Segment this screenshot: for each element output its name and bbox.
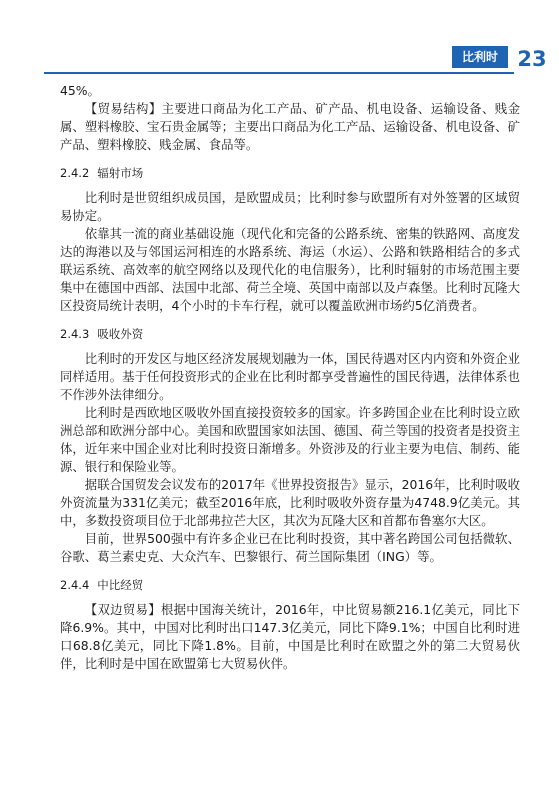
paragraph: 据联合国贸发会议发布的2017年《世界投资报告》显示，2016年，比利时吸收外资流量为331亿美元；截至2016年底，比利时吸收外资存量为4748.9亿美元。其中，多数投资项目位于北部弗拉芒大区，其次为瓦隆大区和首都布鲁塞尔大区。 [60, 477, 520, 528]
section-heading-2-4-2 [60, 165, 520, 181]
section-title: 中比经贸 [97, 578, 144, 592]
paragraph: 45%。 [60, 83, 100, 98]
section-heading-2-4-3 [60, 326, 520, 342]
header-rule [44, 72, 514, 74]
paragraph: 目前，世界500强中有许多企业已在比利时投资，其中著名跨国公司包括微软、谷歌、葛兰素史克、大众汽车、巴黎银行、荷兰国际集团（ING）等。 [60, 531, 520, 564]
section-title: 吸收外资 [97, 327, 144, 341]
paragraph: 比利时是世贸组织成员国，是欧盟成员；比利时参与欧盟所有对外签署的区域贸易协定。 [60, 190, 520, 223]
paragraph: 【双边贸易】根据中国海关统计，2016年，中比贸易额216.1亿美元，同比下降6.9%。其中，中国对比利时出口147.3亿美元，同比下降9.1%；中国自比利时进口68.8亿美元，同比下降1.8%。目前，中国是比利时在欧盟之外的第二大贸易伙伴，比利时是中国在欧盟第七大贸易伙伴。 [60, 602, 520, 671]
page-number: 23 [517, 47, 547, 71]
section-title: 辐射市场 [97, 166, 144, 180]
section-heading-2-4-4 [60, 577, 520, 593]
paragraph: 比利时的开发区与地区经济发展规划融为一体，国民待遇对区内内资和外资企业同样适用。基于任何投资形式的企业在比利时都享受普遍性的国民待遇，法律体系也不作涉外法律细分。 [60, 351, 520, 402]
paragraph: 依靠其一流的商业基础设施（现代化和完备的公路系统、密集的铁路网、高度发达的海港以及与邻国运河相连的水路系统、海运（水运）、公路和铁路相结合的多式联运系统、高效率的航空网络以及现代化的电信服务），比利时辐射的市场范围主要集中在德国中西部、法国中北部、荷兰全境、英国中南部以及卢森堡。比利时瓦隆大区投资局统计表明，4个小时的卡车行程，就可以覆盖欧洲市场约5亿消费者。 [60, 226, 520, 313]
page-body [60, 82, 520, 673]
section-number: 2.4.4 [60, 578, 90, 592]
paragraph: 比利时是西欧地区吸收外国直接投资较多的国家。许多跨国企业在比利时设立欧洲总部和欧洲分部中心。美国和欧盟国家如法国、德国、荷兰等国的投资者是投资主体，近年来中国企业对比利时投资日渐增多。外资涉及的行业主要为电信、制药、能源、银行和保险业等。 [60, 405, 520, 474]
chapter-tab: 比利时 [452, 46, 508, 68]
section-number: 2.4.2 [60, 166, 90, 180]
section-number: 2.4.3 [60, 327, 90, 341]
paragraph: 【贸易结构】主要进口商品为化工产品、矿产品、机电设备、运输设备、贱金属、塑料橡胶、宝石贵金属等；主要出口商品为化工产品、运输设备、机电设备、矿产品、塑料橡胶、贱金属、食品等。 [60, 101, 520, 152]
